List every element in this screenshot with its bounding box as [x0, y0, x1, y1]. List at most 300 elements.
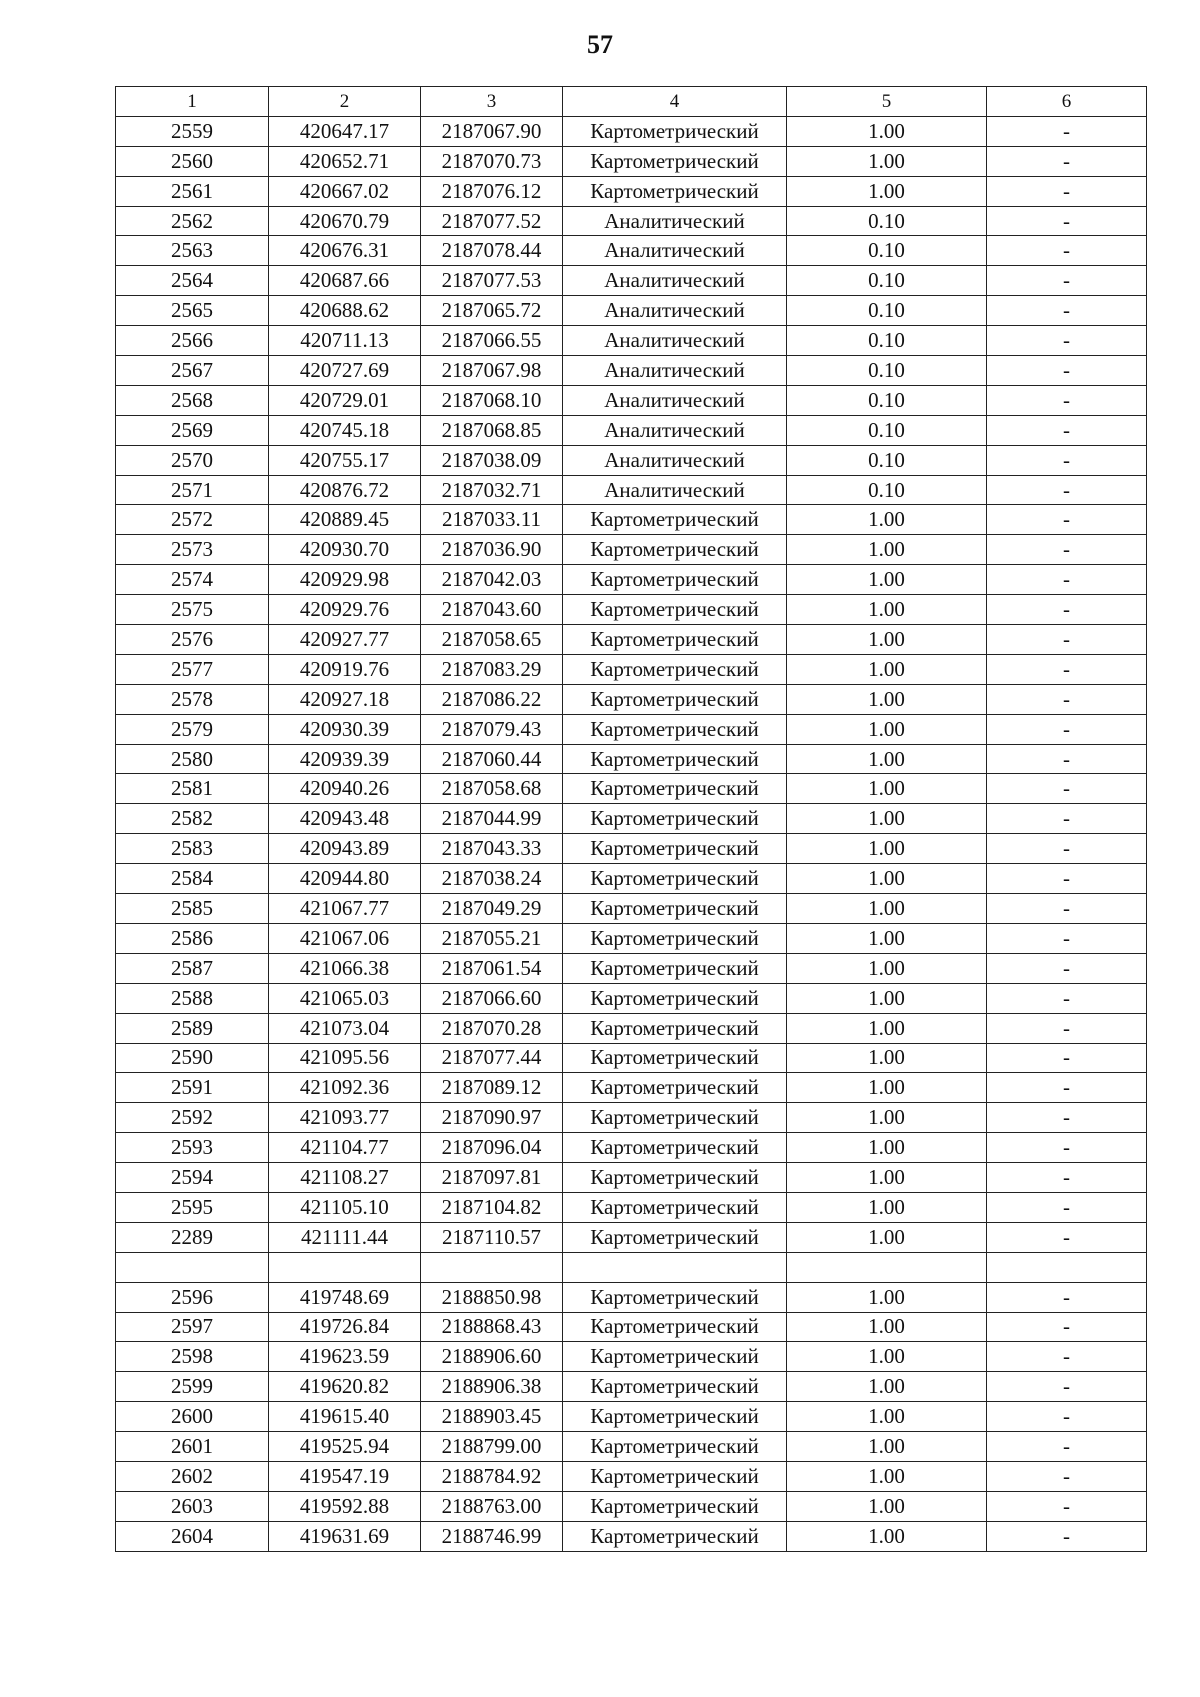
note-cell: - [987, 1402, 1147, 1432]
note-cell: - [987, 1432, 1147, 1462]
point-number-cell: 2581 [116, 774, 269, 804]
column-header: 2 [269, 87, 421, 117]
x-coordinate-cell: 420876.72 [269, 475, 421, 505]
point-number-cell: 2565 [116, 296, 269, 326]
table-row [116, 1521, 1147, 1551]
note-cell: - [987, 595, 1147, 625]
x-coordinate-cell: 420943.89 [269, 834, 421, 864]
y-coordinate-cell [421, 1252, 563, 1282]
point-number-cell: 2594 [116, 1163, 269, 1193]
x-coordinate-cell: 420652.71 [269, 146, 421, 176]
note-cell: - [987, 625, 1147, 655]
table-row [116, 923, 1147, 953]
point-number-cell: 2568 [116, 385, 269, 415]
y-coordinate-cell: 2187043.60 [421, 595, 563, 625]
point-number-cell: 2573 [116, 535, 269, 565]
note-cell: - [987, 654, 1147, 684]
y-coordinate-cell: 2187038.09 [421, 445, 563, 475]
table-body [116, 87, 1147, 1552]
x-coordinate-cell: 420688.62 [269, 296, 421, 326]
table-row [116, 1282, 1147, 1312]
column-header: 5 [787, 87, 987, 117]
point-number-cell: 2582 [116, 804, 269, 834]
method-cell: Картометрический [563, 1013, 787, 1043]
y-coordinate-cell: 2188784.92 [421, 1461, 563, 1491]
note-cell: - [987, 1312, 1147, 1342]
note-cell: - [987, 445, 1147, 475]
table-row [116, 475, 1147, 505]
x-coordinate-cell: 420667.02 [269, 176, 421, 206]
note-cell: - [987, 475, 1147, 505]
point-number-cell: 2575 [116, 595, 269, 625]
method-cell: Аналитический [563, 356, 787, 386]
x-coordinate-cell: 420889.45 [269, 505, 421, 535]
x-coordinate-cell: 420687.66 [269, 266, 421, 296]
y-coordinate-cell: 2187065.72 [421, 296, 563, 326]
note-cell: - [987, 1013, 1147, 1043]
y-coordinate-cell: 2188903.45 [421, 1402, 563, 1432]
point-number-cell: 2561 [116, 176, 269, 206]
point-number-cell: 2576 [116, 625, 269, 655]
table-row [116, 1342, 1147, 1372]
note-cell: - [987, 864, 1147, 894]
x-coordinate-cell: 421066.38 [269, 953, 421, 983]
accuracy-cell: 1.00 [787, 1402, 987, 1432]
method-cell: Картометрический [563, 654, 787, 684]
table-row [116, 1402, 1147, 1432]
x-coordinate-cell: 420930.70 [269, 535, 421, 565]
method-cell: Картометрический [563, 1222, 787, 1252]
x-coordinate-cell: 421095.56 [269, 1043, 421, 1073]
point-number-cell: 2592 [116, 1103, 269, 1133]
note-cell: - [987, 415, 1147, 445]
x-coordinate-cell: 420919.76 [269, 654, 421, 684]
method-cell: Картометрический [563, 625, 787, 655]
x-coordinate-cell: 419631.69 [269, 1521, 421, 1551]
x-coordinate-cell: 419620.82 [269, 1372, 421, 1402]
accuracy-cell: 0.10 [787, 385, 987, 415]
accuracy-cell: 1.00 [787, 505, 987, 535]
accuracy-cell: 1.00 [787, 684, 987, 714]
y-coordinate-cell: 2187090.97 [421, 1103, 563, 1133]
x-coordinate-cell: 420711.13 [269, 326, 421, 356]
point-number-cell: 2570 [116, 445, 269, 475]
table-row [116, 1013, 1147, 1043]
method-cell: Картометрический [563, 1461, 787, 1491]
y-coordinate-cell: 2187083.29 [421, 654, 563, 684]
method-cell: Картометрический [563, 834, 787, 864]
y-coordinate-cell: 2188906.38 [421, 1372, 563, 1402]
accuracy-cell: 0.10 [787, 475, 987, 505]
accuracy-cell: 0.10 [787, 236, 987, 266]
point-number-cell: 2596 [116, 1282, 269, 1312]
x-coordinate-cell: 419592.88 [269, 1491, 421, 1521]
accuracy-cell: 1.00 [787, 146, 987, 176]
accuracy-cell: 1.00 [787, 176, 987, 206]
point-number-cell: 2562 [116, 206, 269, 236]
accuracy-cell: 0.10 [787, 296, 987, 326]
x-coordinate-cell: 420944.80 [269, 864, 421, 894]
y-coordinate-cell: 2187089.12 [421, 1073, 563, 1103]
note-cell: - [987, 356, 1147, 386]
y-coordinate-cell: 2188906.60 [421, 1342, 563, 1372]
x-coordinate-cell: 420927.77 [269, 625, 421, 655]
note-cell: - [987, 535, 1147, 565]
note-cell: - [987, 505, 1147, 535]
accuracy-cell: 1.00 [787, 1043, 987, 1073]
note-cell: - [987, 146, 1147, 176]
method-cell: Картометрический [563, 1073, 787, 1103]
method-cell: Картометрический [563, 714, 787, 744]
point-number-cell: 2602 [116, 1461, 269, 1491]
method-cell: Аналитический [563, 385, 787, 415]
method-cell: Картометрический [563, 1282, 787, 1312]
accuracy-cell: 1.00 [787, 923, 987, 953]
method-cell: Картометрический [563, 953, 787, 983]
method-cell: Картометрический [563, 505, 787, 535]
accuracy-cell: 0.10 [787, 326, 987, 356]
method-cell: Картометрический [563, 774, 787, 804]
note-cell: - [987, 326, 1147, 356]
point-number-cell: 2604 [116, 1521, 269, 1551]
note-cell: - [987, 206, 1147, 236]
accuracy-cell: 1.00 [787, 1521, 987, 1551]
table-row [116, 834, 1147, 864]
table-row [116, 864, 1147, 894]
table-row [116, 1133, 1147, 1163]
accuracy-cell: 1.00 [787, 1342, 987, 1372]
method-cell: Картометрический [563, 1372, 787, 1402]
note-cell: - [987, 1461, 1147, 1491]
y-coordinate-cell: 2187055.21 [421, 923, 563, 953]
y-coordinate-cell: 2187110.57 [421, 1222, 563, 1252]
method-cell: Аналитический [563, 326, 787, 356]
method-cell: Картометрический [563, 684, 787, 714]
point-number-cell: 2560 [116, 146, 269, 176]
y-coordinate-cell: 2187077.44 [421, 1043, 563, 1073]
x-coordinate-cell: 421105.10 [269, 1192, 421, 1222]
note-cell: - [987, 714, 1147, 744]
accuracy-cell: 1.00 [787, 864, 987, 894]
method-cell: Картометрический [563, 1342, 787, 1372]
note-cell: - [987, 236, 1147, 266]
note-cell: - [987, 1342, 1147, 1372]
accuracy-cell: 1.00 [787, 983, 987, 1013]
method-cell: Аналитический [563, 445, 787, 475]
point-number-cell: 2569 [116, 415, 269, 445]
x-coordinate-cell: 419726.84 [269, 1312, 421, 1342]
point-number-cell: 2577 [116, 654, 269, 684]
y-coordinate-cell: 2187058.68 [421, 774, 563, 804]
table-row [116, 654, 1147, 684]
note-cell: - [987, 565, 1147, 595]
method-cell: Аналитический [563, 266, 787, 296]
accuracy-cell: 1.00 [787, 1163, 987, 1193]
method-cell: Картометрический [563, 1312, 787, 1342]
x-coordinate-cell: 419615.40 [269, 1402, 421, 1432]
note-cell: - [987, 1372, 1147, 1402]
x-coordinate-cell: 421108.27 [269, 1163, 421, 1193]
point-number-cell: 2603 [116, 1491, 269, 1521]
x-coordinate-cell: 421067.06 [269, 923, 421, 953]
note-cell: - [987, 116, 1147, 146]
x-coordinate-cell: 420745.18 [269, 415, 421, 445]
method-cell: Картометрический [563, 176, 787, 206]
note-cell: - [987, 1491, 1147, 1521]
point-number-cell: 2591 [116, 1073, 269, 1103]
x-coordinate-cell: 421073.04 [269, 1013, 421, 1043]
point-number-cell: 2599 [116, 1372, 269, 1402]
x-coordinate-cell: 420729.01 [269, 385, 421, 415]
point-number-cell: 2598 [116, 1342, 269, 1372]
accuracy-cell: 1.00 [787, 1013, 987, 1043]
y-coordinate-cell: 2187086.22 [421, 684, 563, 714]
note-cell: - [987, 1192, 1147, 1222]
column-header: 1 [116, 87, 269, 117]
method-cell: Аналитический [563, 206, 787, 236]
accuracy-cell: 1.00 [787, 654, 987, 684]
table-row [116, 983, 1147, 1013]
table-row [116, 1043, 1147, 1073]
accuracy-cell: 1.00 [787, 535, 987, 565]
method-cell: Картометрический [563, 1491, 787, 1521]
point-number-cell: 2572 [116, 505, 269, 535]
y-coordinate-cell: 2187096.04 [421, 1133, 563, 1163]
accuracy-cell: 1.00 [787, 1432, 987, 1462]
page-number: 57 [587, 30, 613, 59]
table-row [116, 1163, 1147, 1193]
note-cell: - [987, 1163, 1147, 1193]
point-number-cell: 2580 [116, 744, 269, 774]
x-coordinate-cell: 420930.39 [269, 714, 421, 744]
method-cell: Картометрический [563, 983, 787, 1013]
y-coordinate-cell: 2187033.11 [421, 505, 563, 535]
method-cell: Аналитический [563, 475, 787, 505]
method-cell: Картометрический [563, 1521, 787, 1551]
note-cell: - [987, 1222, 1147, 1252]
y-coordinate-cell: 2187061.54 [421, 953, 563, 983]
y-coordinate-cell: 2187038.24 [421, 864, 563, 894]
x-coordinate-cell: 421092.36 [269, 1073, 421, 1103]
method-cell [563, 1252, 787, 1282]
point-number-cell: 2571 [116, 475, 269, 505]
accuracy-cell: 1.00 [787, 116, 987, 146]
note-cell: - [987, 834, 1147, 864]
table-row [116, 1222, 1147, 1252]
accuracy-cell: 1.00 [787, 894, 987, 924]
y-coordinate-cell: 2188868.43 [421, 1312, 563, 1342]
y-coordinate-cell: 2187097.81 [421, 1163, 563, 1193]
note-cell: - [987, 1133, 1147, 1163]
accuracy-cell: 1.00 [787, 744, 987, 774]
y-coordinate-cell: 2187043.33 [421, 834, 563, 864]
accuracy-cell: 1.00 [787, 1282, 987, 1312]
accuracy-cell: 1.00 [787, 1103, 987, 1133]
column-header: 6 [987, 87, 1147, 117]
x-coordinate-cell: 419748.69 [269, 1282, 421, 1312]
y-coordinate-cell: 2187032.71 [421, 475, 563, 505]
accuracy-cell: 1.00 [787, 1222, 987, 1252]
note-cell: - [987, 804, 1147, 834]
method-cell: Картометрический [563, 565, 787, 595]
table-row [116, 714, 1147, 744]
method-cell: Картометрический [563, 1163, 787, 1193]
accuracy-cell: 1.00 [787, 1133, 987, 1163]
x-coordinate-cell: 419623.59 [269, 1342, 421, 1372]
table-row [116, 953, 1147, 983]
accuracy-cell: 1.00 [787, 774, 987, 804]
table-row [116, 415, 1147, 445]
point-number-cell: 2567 [116, 356, 269, 386]
note-cell: - [987, 176, 1147, 206]
table-row [116, 1073, 1147, 1103]
table-row [116, 625, 1147, 655]
note-cell: - [987, 923, 1147, 953]
note-cell: - [987, 684, 1147, 714]
accuracy-cell: 1.00 [787, 565, 987, 595]
accuracy-cell: 1.00 [787, 595, 987, 625]
y-coordinate-cell: 2187077.52 [421, 206, 563, 236]
table-row [116, 595, 1147, 625]
point-number-cell: 2590 [116, 1043, 269, 1073]
note-cell: - [987, 983, 1147, 1013]
point-number-cell: 2559 [116, 116, 269, 146]
point-number-cell: 2595 [116, 1192, 269, 1222]
point-number-cell: 2578 [116, 684, 269, 714]
table-row [116, 385, 1147, 415]
y-coordinate-cell: 2187104.82 [421, 1192, 563, 1222]
accuracy-cell: 1.00 [787, 1192, 987, 1222]
y-coordinate-cell: 2187044.99 [421, 804, 563, 834]
point-number-cell: 2583 [116, 834, 269, 864]
y-coordinate-cell: 2187077.53 [421, 266, 563, 296]
y-coordinate-cell: 2187078.44 [421, 236, 563, 266]
method-cell: Картометрический [563, 1192, 787, 1222]
y-coordinate-cell: 2187066.60 [421, 983, 563, 1013]
note-cell: - [987, 894, 1147, 924]
note-cell: - [987, 953, 1147, 983]
note-cell: - [987, 385, 1147, 415]
y-coordinate-cell: 2187068.85 [421, 415, 563, 445]
accuracy-cell: 1.00 [787, 953, 987, 983]
accuracy-cell: 0.10 [787, 206, 987, 236]
point-number-cell: 2579 [116, 714, 269, 744]
column-header: 3 [421, 87, 563, 117]
accuracy-cell: 1.00 [787, 1312, 987, 1342]
method-cell: Аналитический [563, 236, 787, 266]
method-cell: Картометрический [563, 744, 787, 774]
point-number-cell: 2586 [116, 923, 269, 953]
table-row [116, 326, 1147, 356]
point-number-cell: 2601 [116, 1432, 269, 1462]
table-row [116, 505, 1147, 535]
method-cell: Картометрический [563, 116, 787, 146]
table-row [116, 236, 1147, 266]
method-cell: Картометрический [563, 1103, 787, 1133]
point-number-cell: 2563 [116, 236, 269, 266]
y-coordinate-cell: 2187042.03 [421, 565, 563, 595]
table-row [116, 1491, 1147, 1521]
point-number-cell: 2593 [116, 1133, 269, 1163]
point-number-cell: 2566 [116, 326, 269, 356]
x-coordinate-cell: 419525.94 [269, 1432, 421, 1462]
point-number-cell: 2289 [116, 1222, 269, 1252]
note-cell: - [987, 1073, 1147, 1103]
y-coordinate-cell: 2187066.55 [421, 326, 563, 356]
y-coordinate-cell: 2187070.73 [421, 146, 563, 176]
x-coordinate-cell: 419547.19 [269, 1461, 421, 1491]
y-coordinate-cell: 2188799.00 [421, 1432, 563, 1462]
x-coordinate-cell: 420939.39 [269, 744, 421, 774]
y-coordinate-cell: 2187049.29 [421, 894, 563, 924]
point-number-cell: 2564 [116, 266, 269, 296]
note-cell: - [987, 266, 1147, 296]
note-cell: - [987, 1282, 1147, 1312]
x-coordinate-cell: 420943.48 [269, 804, 421, 834]
point-number-cell [116, 1252, 269, 1282]
y-coordinate-cell: 2187067.98 [421, 356, 563, 386]
note-cell: - [987, 744, 1147, 774]
note-cell: - [987, 296, 1147, 326]
x-coordinate-cell: 421111.44 [269, 1222, 421, 1252]
y-coordinate-cell: 2188746.99 [421, 1521, 563, 1551]
x-coordinate-cell: 420670.79 [269, 206, 421, 236]
accuracy-cell: 0.10 [787, 266, 987, 296]
coordinates-table [115, 86, 1147, 1552]
accuracy-cell: 1.00 [787, 714, 987, 744]
point-number-cell: 2600 [116, 1402, 269, 1432]
x-coordinate-cell: 421067.77 [269, 894, 421, 924]
x-coordinate-cell: 420676.31 [269, 236, 421, 266]
table-row [116, 1432, 1147, 1462]
note-cell [987, 1252, 1147, 1282]
method-cell: Картометрический [563, 535, 787, 565]
note-cell: - [987, 1521, 1147, 1551]
accuracy-cell: 0.10 [787, 356, 987, 386]
x-coordinate-cell: 421065.03 [269, 983, 421, 1013]
method-cell: Картометрический [563, 146, 787, 176]
table-row [116, 1312, 1147, 1342]
method-cell: Картометрический [563, 894, 787, 924]
method-cell: Картометрический [563, 1043, 787, 1073]
accuracy-cell: 1.00 [787, 804, 987, 834]
accuracy-cell: 1.00 [787, 1073, 987, 1103]
accuracy-cell: 1.00 [787, 834, 987, 864]
y-coordinate-cell: 2188763.00 [421, 1491, 563, 1521]
method-cell: Аналитический [563, 296, 787, 326]
y-coordinate-cell: 2187036.90 [421, 535, 563, 565]
method-cell: Картометрический [563, 804, 787, 834]
table-row [116, 176, 1147, 206]
table-row [116, 894, 1147, 924]
table-header-row [116, 87, 1147, 117]
table-row [116, 296, 1147, 326]
x-coordinate-cell: 420940.26 [269, 774, 421, 804]
y-coordinate-cell: 2187058.65 [421, 625, 563, 655]
y-coordinate-cell: 2187076.12 [421, 176, 563, 206]
table-row [116, 804, 1147, 834]
x-coordinate-cell: 421093.77 [269, 1103, 421, 1133]
point-number-cell: 2587 [116, 953, 269, 983]
point-number-cell: 2588 [116, 983, 269, 1013]
accuracy-cell: 0.10 [787, 445, 987, 475]
table-row [116, 1372, 1147, 1402]
method-cell: Картометрический [563, 1432, 787, 1462]
y-coordinate-cell: 2187067.90 [421, 116, 563, 146]
table-row [116, 744, 1147, 774]
point-number-cell: 2597 [116, 1312, 269, 1342]
x-coordinate-cell: 420927.18 [269, 684, 421, 714]
